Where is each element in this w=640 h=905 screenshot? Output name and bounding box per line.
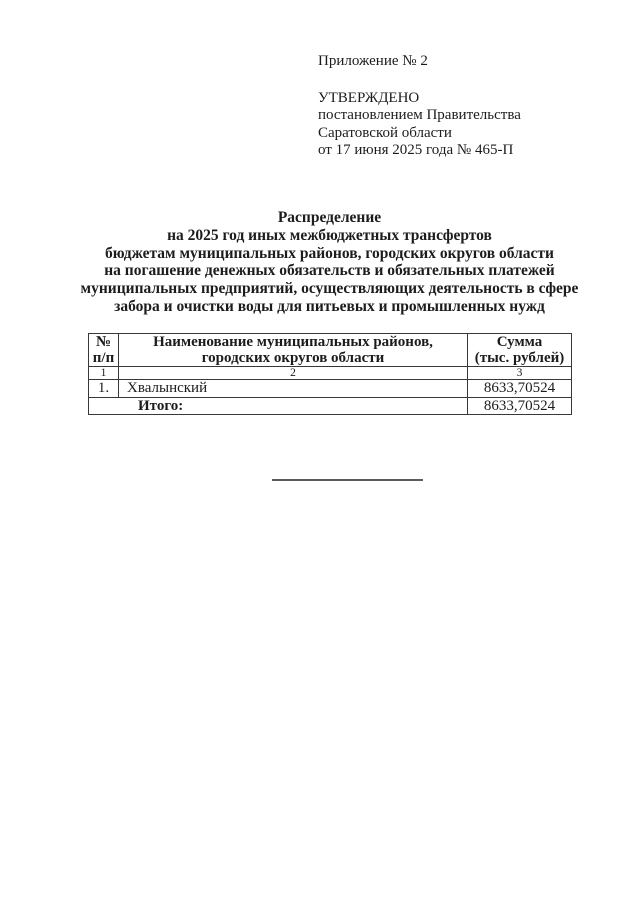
header-cell-amount bbox=[468, 334, 572, 367]
header-name-line2: городских округов области bbox=[201, 350, 385, 366]
transfers-table bbox=[88, 333, 572, 415]
document-title bbox=[58, 209, 601, 316]
numbering-cell-2: 2 bbox=[119, 367, 468, 380]
title-line-1: Распределение bbox=[277, 209, 382, 226]
column-numbering-row bbox=[89, 367, 572, 380]
header-cell-name bbox=[119, 334, 468, 367]
approval-line-region: Саратовской области bbox=[318, 124, 452, 141]
title-line-5: муниципальных предприятий, осуществляющих деятельность в сфере bbox=[80, 280, 579, 298]
title-line-6: забора и очистки воды для питьевых и промышленных нужд bbox=[114, 297, 545, 315]
title-line-2: на 2025 год иных межбюджетных трансфертов bbox=[167, 226, 492, 244]
table-total-row bbox=[89, 398, 572, 415]
header-cell-num bbox=[89, 334, 119, 367]
approval-line-resolution: постановлением Правительства bbox=[318, 107, 521, 124]
total-amount-cell: 8633,70524 bbox=[468, 398, 572, 415]
row-name-cell: Хвалынский bbox=[119, 380, 468, 398]
total-label-cell: Итого: bbox=[89, 398, 468, 415]
row-amount-cell: 8633,70524 bbox=[468, 380, 572, 398]
appendix-label: Приложение № 2 bbox=[318, 53, 428, 69]
numbering-cell-3: 3 bbox=[468, 367, 572, 380]
approval-block bbox=[318, 90, 521, 159]
separator-line bbox=[272, 479, 423, 481]
header-amount-line2: (тыс. рублей) bbox=[474, 350, 565, 366]
title-line-4: на погашение денежных обязательств и обязательных платежей bbox=[104, 262, 555, 280]
header-num-line2: п/п bbox=[92, 350, 115, 366]
row-num-cell: 1. bbox=[89, 380, 119, 398]
table-row bbox=[89, 380, 572, 398]
header-name-line1: Наименование муниципальных районов, bbox=[153, 334, 433, 350]
approval-line-date-number: от 17 июня 2025 года № 465-П bbox=[318, 141, 514, 158]
header-amount-line1: Сумма bbox=[496, 334, 543, 350]
title-line-3: бюджетам муниципальных районов, городских округов области bbox=[105, 244, 554, 262]
header-num-line1: № bbox=[95, 334, 112, 350]
approval-line-approved: УТВЕРЖДЕНО bbox=[318, 90, 420, 106]
table-header-row bbox=[89, 334, 572, 367]
numbering-cell-1: 1 bbox=[89, 367, 119, 380]
